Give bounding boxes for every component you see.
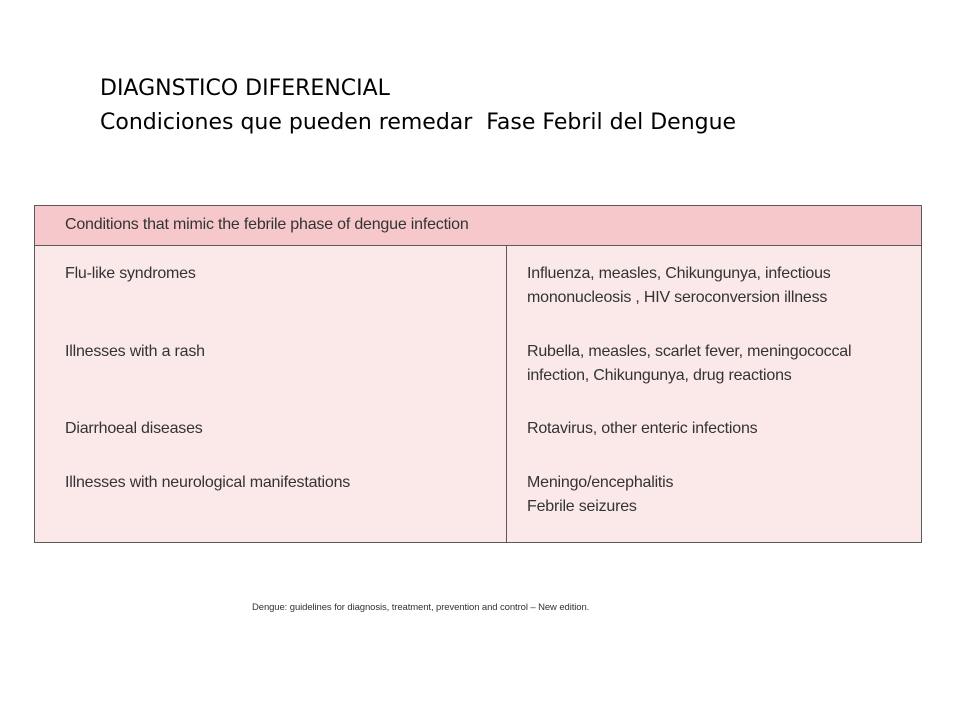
row-3-examples-line-1: Rotavirus, other enteric infections <box>527 420 758 437</box>
row-1-examples <box>527 262 907 310</box>
slide-title <box>100 72 736 140</box>
row-4-condition-text: Illnesses with neurological manifestations <box>65 474 351 491</box>
row-3-examples <box>527 417 907 441</box>
row-3-condition <box>65 417 485 441</box>
table-header-text: Conditions that mimic the febrile phase of dengue infection <box>65 216 469 233</box>
row-1-examples-line-2: mononucleosis , HIV seroconversion illness <box>527 289 828 306</box>
row-2-examples-line-2: infection, Chikungunya, drug reactions <box>527 367 792 384</box>
title-line-2: Condiciones que pueden remedar Fase Febril del Dengue <box>100 110 737 135</box>
table-header <box>35 206 921 246</box>
source-footnote: Dengue: guidelines for diagnosis, treatment, prevention and control – New edition. <box>252 602 590 613</box>
column-divider <box>506 246 507 542</box>
title-line-1: DIAGNSTICO DIFERENCIAL <box>100 76 390 101</box>
row-2-examples-line-1: Rubella, measles, scarlet fever, meningococcal <box>527 343 852 360</box>
row-1-condition-text: Flu-like syndromes <box>65 265 196 282</box>
row-2-condition <box>65 340 485 364</box>
row-4-condition <box>65 471 485 495</box>
row-4-examples-line-2: Febrile seizures <box>527 498 637 515</box>
row-3-condition-text: Diarrhoeal diseases <box>65 420 203 437</box>
row-1-condition <box>65 262 485 286</box>
row-4-examples <box>527 471 907 519</box>
row-2-examples <box>527 340 907 388</box>
row-4-examples-line-1: Meningo/encephalitis <box>527 474 674 491</box>
row-2-condition-text: Illnesses with a rash <box>65 343 205 360</box>
row-1-examples-line-1: Influenza, measles, Chikungunya, infectious <box>527 265 831 282</box>
conditions-table <box>34 205 922 543</box>
